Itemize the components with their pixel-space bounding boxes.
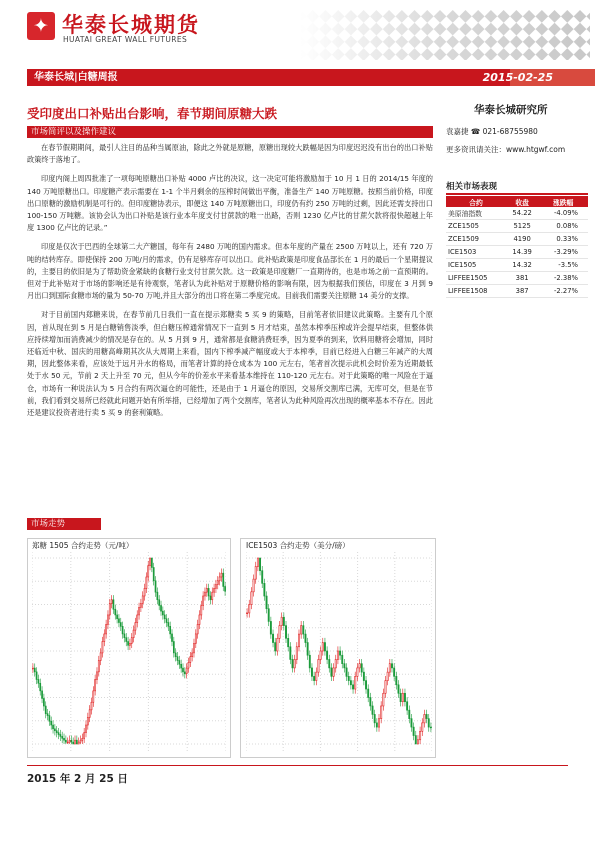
contract-name: 美原油指数 — [446, 207, 506, 220]
candle-body — [201, 605, 202, 614]
candle-body — [162, 611, 163, 615]
candle-body — [365, 681, 366, 689]
candle-body — [47, 714, 48, 716]
candle-body — [131, 638, 132, 644]
candle-body — [215, 585, 216, 589]
footer-rule — [27, 765, 568, 766]
candle-body — [281, 617, 282, 625]
candle-body — [36, 672, 37, 680]
candle-body — [381, 706, 382, 719]
institute-name: 华泰长城研究所 — [474, 104, 548, 116]
candle-body — [43, 698, 44, 706]
candle-body — [173, 642, 174, 653]
table-row — [446, 259, 588, 272]
candle-body — [374, 714, 375, 722]
candle-body — [296, 647, 297, 660]
candle-body — [40, 683, 41, 691]
candle-body — [424, 714, 425, 722]
report-date: 2015-02-25 — [482, 71, 553, 84]
candle-body — [73, 742, 74, 744]
candle-body — [126, 638, 127, 642]
candle-body — [422, 723, 423, 731]
candle-body — [359, 664, 360, 668]
table-row — [446, 272, 588, 285]
candle-body — [335, 659, 336, 667]
candle-body — [142, 596, 143, 604]
candle-body — [417, 740, 418, 744]
candle-body — [203, 596, 204, 605]
candle-body — [246, 613, 247, 614]
chart-title-zce1505: 郑糖 1505 合约走势（元/吨） — [32, 541, 134, 550]
candle-body — [383, 693, 384, 706]
candle-body — [171, 634, 172, 642]
candle-body — [186, 668, 187, 674]
candle-body — [363, 672, 364, 680]
close-value: 14.32 — [506, 259, 538, 272]
candle-body — [277, 638, 278, 651]
candle-body — [188, 662, 189, 668]
candle-body — [139, 607, 140, 615]
candle-body — [326, 651, 327, 659]
candle-body — [262, 571, 263, 584]
candle-body — [212, 592, 213, 600]
close-value: 387 — [506, 285, 538, 298]
candle-body — [95, 679, 96, 690]
candle-body — [413, 727, 414, 735]
candle-body — [309, 655, 310, 668]
candle-body — [391, 664, 392, 668]
candle-body — [115, 609, 116, 615]
candle-body — [135, 623, 136, 631]
candle-body — [69, 740, 70, 742]
candle-body — [87, 717, 88, 725]
candle-body — [298, 634, 299, 647]
candle-body — [140, 604, 141, 608]
candle-body — [89, 710, 90, 718]
candle-body — [400, 693, 401, 701]
candle-body — [49, 716, 50, 722]
candle-body — [357, 668, 358, 676]
candle-body — [129, 643, 130, 645]
candle-body — [175, 653, 176, 657]
candle-body — [389, 664, 390, 672]
paragraph: 印度内阁上周四批准了一项每吨原糖出口补贴 4000 卢比的决议，这一决定可能将激励加于 10 月 1 日的 2014/15 年度的 140 万吨原糖出口。印度糖产表示需要在 1-1 个半月剩余的压榨时间做出平衡，准备生产 140 万吨原糖。按照当前价格，印度出口原糖的激励机制是可行的。但印度糖协表示，即便这 140 万吨原糖出口，印度仍有约 250 万吨的过剩，因此还需支持出口 100-150 万吨糖。该协会认为出口补贴是该行业本年度支付甘蔗款的唯一出路，否则 1230 亿卢比的甘蔗欠款将很快超越上年度 1300 亿卢比的记录。” — [27, 174, 433, 233]
candle-body — [259, 558, 260, 571]
table-row — [446, 246, 588, 259]
paragraph: 印度是仅次于巴西的全球第二大产糖国，每年有 2480 万吨的国内需求。但本年度的产量在 2500 万吨以上，还有 720 万吨的结转库存。即使保持 200 万吨/月的需求，仍有足够库存可以出口。此补贴政策是印度食品部长在 1 月的最后一个星期提议的，主要目的依旧是为了帮助资金紧缺的食糖行业支付甘蔗欠款。这一政策是印度糖厂一直期待的，也是市场之前一直预期的。但对于此补贴对于市场的影响还是有待观察，笔者认为此补贴对于原糖价格的影响有限，因为根据我们预估，印度在 3 月到 9 月出口到国际食糖市场的量为 50-70 万吨,并且大部分的出口将在第二季度完成。目前我们需要关注原糖 14 美分的支撑。 — [27, 242, 433, 301]
candle-body — [54, 729, 55, 731]
more-info — [446, 144, 565, 155]
candle-body — [160, 605, 161, 611]
commentary-body — [27, 142, 433, 419]
candle-body — [266, 596, 267, 609]
candle-body — [146, 577, 147, 588]
candle-body — [166, 619, 167, 623]
column-header: 收盘 — [506, 196, 538, 207]
candle-body — [370, 698, 371, 706]
candle-body — [80, 740, 81, 742]
header-pattern-decoration — [300, 10, 590, 60]
candle-body — [193, 643, 194, 652]
candle-body — [91, 702, 92, 710]
candle-body — [294, 659, 295, 667]
contract-name: LIFFEE1508 — [446, 285, 506, 298]
candle-body — [100, 653, 101, 661]
candle-body — [168, 623, 169, 627]
candle-body — [398, 685, 399, 693]
candle-body — [409, 710, 410, 718]
candle-body — [197, 624, 198, 633]
brand-name-cn: 华泰长城期货 — [62, 13, 200, 37]
candle-body — [378, 719, 379, 727]
candle-body — [85, 725, 86, 733]
change-value: -3.5% — [538, 259, 588, 272]
candle-body — [214, 588, 215, 592]
candle-body — [149, 558, 150, 566]
candle-body — [221, 573, 222, 577]
candle-body — [344, 664, 345, 668]
candle-body — [56, 731, 57, 733]
candle-body — [428, 719, 429, 727]
candle-body — [320, 651, 321, 659]
candle-body — [225, 586, 226, 591]
report-label: 华泰长城|白糖周报 — [34, 72, 118, 83]
candle-body — [337, 651, 338, 659]
candle-body — [96, 672, 97, 680]
candle-body — [60, 735, 61, 737]
market-table-title: 相关市场表现 — [446, 182, 498, 192]
candle-body — [329, 659, 330, 667]
candle-body — [74, 740, 75, 744]
candle-body — [290, 647, 291, 660]
brand-name-en: HUATAI GREAT WALL FUTURES — [63, 35, 188, 44]
candle-body — [385, 681, 386, 694]
candle-body — [102, 642, 103, 653]
candle-body — [184, 672, 185, 674]
contract-name: ICE1505 — [446, 259, 506, 272]
candle-body — [63, 738, 64, 740]
candle-body — [206, 588, 207, 592]
candle-body — [199, 615, 200, 624]
close-value: 54.22 — [506, 207, 538, 220]
candle-body — [93, 691, 94, 702]
candle-body — [107, 615, 108, 624]
candle-body — [195, 634, 196, 643]
candle-body — [331, 668, 332, 676]
candle-body — [404, 693, 405, 701]
candle-body — [104, 634, 105, 642]
market-table — [446, 196, 588, 298]
candle-body — [65, 740, 66, 742]
candle-body — [190, 657, 191, 663]
candle-body — [67, 742, 68, 743]
contract-name: ZCE1509 — [446, 233, 506, 246]
candle-body — [355, 676, 356, 689]
candle-body — [52, 725, 53, 729]
candle-body — [106, 624, 107, 633]
candle-body — [223, 573, 224, 586]
table-row — [446, 220, 588, 233]
candle-body — [58, 733, 59, 735]
candle-body — [249, 605, 250, 613]
candle-body — [164, 615, 165, 619]
candle-body — [285, 626, 286, 639]
logo-icon: ✦ — [33, 15, 49, 37]
candle-body — [339, 651, 340, 655]
candle-body — [204, 592, 205, 596]
candle-body — [430, 727, 431, 728]
change-value: -2.27% — [538, 285, 588, 298]
candle-body — [411, 719, 412, 727]
candle-body — [283, 617, 284, 625]
candle-body — [352, 685, 353, 689]
candle-body — [151, 558, 152, 567]
contract-name: ICE1503 — [446, 246, 506, 259]
candle-body — [109, 604, 110, 615]
candle-body — [270, 621, 271, 634]
chart-ice1503 — [246, 552, 432, 752]
contract-name: ZCE1505 — [446, 220, 506, 233]
candle-body — [219, 577, 220, 581]
change-value: -4.09% — [538, 207, 588, 220]
candle-body — [148, 566, 149, 577]
candle-body — [372, 706, 373, 714]
candle-body — [38, 679, 39, 683]
analyst-contact: 袁嘉捷 ☎ 021-68755980 — [446, 127, 538, 136]
close-value: 4190 — [506, 233, 538, 246]
table-row — [446, 207, 588, 220]
candle-body — [82, 738, 83, 740]
candle-body — [51, 721, 52, 725]
candle-body — [350, 681, 351, 685]
candle-body — [368, 689, 369, 697]
candle-body — [264, 583, 265, 596]
candle-body — [394, 668, 395, 676]
candle-body — [133, 630, 134, 638]
candle-body — [316, 672, 317, 680]
candle-body — [426, 714, 427, 718]
section-title-trend: 市场走势 — [27, 518, 101, 530]
candle-body — [122, 626, 123, 634]
candle-body — [311, 668, 312, 676]
candle-body — [78, 742, 79, 744]
candle-body — [120, 623, 121, 627]
candle-body — [117, 615, 118, 619]
close-value: 5125 — [506, 220, 538, 233]
chart-title-ice1503: ICE1503 合约走势（美分/磅） — [246, 541, 350, 550]
candle-body — [210, 596, 211, 600]
candle-body — [387, 672, 388, 680]
section-title-commentary: 市场简评以及操作建议 — [27, 126, 433, 138]
change-value: -2.38% — [538, 272, 588, 285]
table-row — [446, 233, 588, 246]
candle-body — [84, 733, 85, 739]
chart-zce1505 — [32, 552, 226, 752]
candle-body — [144, 588, 145, 596]
candle-body — [137, 615, 138, 623]
candle-body — [118, 619, 119, 623]
candle-body — [182, 668, 183, 672]
candle-body — [307, 643, 308, 656]
candle-body — [257, 558, 258, 566]
change-value: -3.29% — [538, 246, 588, 259]
candle-body — [153, 567, 154, 580]
candle-body — [177, 657, 178, 661]
candle-body — [415, 736, 416, 744]
paragraph: 在春节假期期间，最引人注目的品种当属原油，除此之外就是原糖，原糖出现较大跌幅是因为印度迟迟没有出台的出口补贴政策终于落地了。 — [27, 143, 433, 165]
candle-body — [279, 626, 280, 639]
candle-body — [313, 676, 314, 680]
website-link[interactable]: www.htgwf.com — [506, 145, 566, 154]
candle-body — [217, 581, 218, 585]
candle-body — [303, 626, 304, 634]
candle-body — [62, 736, 63, 738]
candle-body — [98, 660, 99, 671]
candle-body — [301, 626, 302, 634]
candle-body — [253, 579, 254, 592]
candle-body — [192, 653, 193, 657]
close-value: 381 — [506, 272, 538, 285]
candle-body — [361, 664, 362, 672]
candle-body — [208, 588, 209, 596]
paragraph: 对于目前国内郑糖来说，在春节前几日我们一直在提示郑糖卖 5 买 9 的策略，目前笔者依旧建议此策略。主要有几个原因，首从现在到 5 月是白糖销售淡季，但白糖压榨通常情况下一直到 5 月才结束，虽然本榨季压榨或许会提早结束，但整体供应持续增加而消费减少的情况是存在的。从 5 月到 9 月，通常都是食糖消费旺季，因为夏季的到来，饮料用糖将会增加，同时还临近中秋、国庆的用糖高峰期其次从大周期上来看，国内下榨季减产幅度或大于本榨季，目前已经进入白糖三年减产的大周期，因此整体来看，应该处于远月升水的格局，而笔者计算的持仓成本为 100 元左右，笔者首次提示此机会时价差为近期最低处于水 50 元，节前 2 天上升至 70 元，但从今年的价差水平来看基本维持在 110-120 元左右。对于此策略的唯一风险在于逼仓，市场有一种说法认为 5 月合约有两次逼仓的可能性，还是由于 1 月逼仓的原因，交易所交割库已满，无库可交，但是在节前，我们看到交易所已经就此问题开始有所举措，已经增加了两个交割库，笔者认为此种风险再次出现的概率基本不存在。因此还是建议投资者进行卖 5 买 9 的套利策略。 — [27, 310, 433, 418]
candle-body — [170, 626, 171, 634]
market-table-rule — [446, 193, 588, 195]
candle-body — [272, 634, 273, 642]
candle-body — [292, 659, 293, 667]
candle-body — [255, 566, 256, 579]
candle-body — [42, 691, 43, 699]
candle-body — [396, 676, 397, 684]
more-info-label: 更多资讯请关注： — [446, 145, 506, 154]
candle-body — [179, 660, 180, 664]
candle-body — [318, 659, 319, 672]
candle-body — [419, 731, 420, 739]
footer-date: 2015 年 2 月 25 日 — [27, 773, 128, 785]
contract-name: LIFFEE1505 — [446, 272, 506, 285]
table-row — [446, 285, 588, 298]
candle-body — [333, 668, 334, 676]
candle-body — [181, 664, 182, 668]
candle-body — [275, 643, 276, 651]
candle-body — [324, 643, 325, 651]
candle-body — [34, 668, 35, 672]
candle-body — [402, 693, 403, 701]
candle-body — [32, 668, 33, 669]
candle-body — [342, 655, 343, 663]
candle-body — [45, 706, 46, 714]
candle-body — [268, 609, 269, 622]
candle-body — [251, 592, 252, 605]
candle-body — [111, 600, 112, 604]
candle-body — [124, 634, 125, 638]
change-value: 0.33% — [538, 233, 588, 246]
candle-body — [113, 600, 114, 609]
candle-body — [76, 740, 77, 744]
candle-body — [288, 638, 289, 646]
candle-body — [348, 676, 349, 680]
column-header: 涨跌幅 — [538, 196, 588, 207]
candle-body — [346, 668, 347, 676]
column-header: 合约 — [446, 196, 506, 207]
candle-body — [376, 723, 377, 727]
page-title: 受印度出口补贴出台影响，春节期间原糖大跌 — [27, 106, 278, 121]
candle-body — [159, 600, 160, 606]
change-value: 0.08% — [538, 220, 588, 233]
candle-body — [155, 581, 156, 592]
candle-body — [406, 702, 407, 710]
candle-body — [322, 643, 323, 651]
candle-body — [305, 634, 306, 642]
candle-body — [128, 642, 129, 646]
close-value: 14.39 — [506, 246, 538, 259]
candle-body — [71, 740, 72, 742]
candle-body — [157, 592, 158, 600]
